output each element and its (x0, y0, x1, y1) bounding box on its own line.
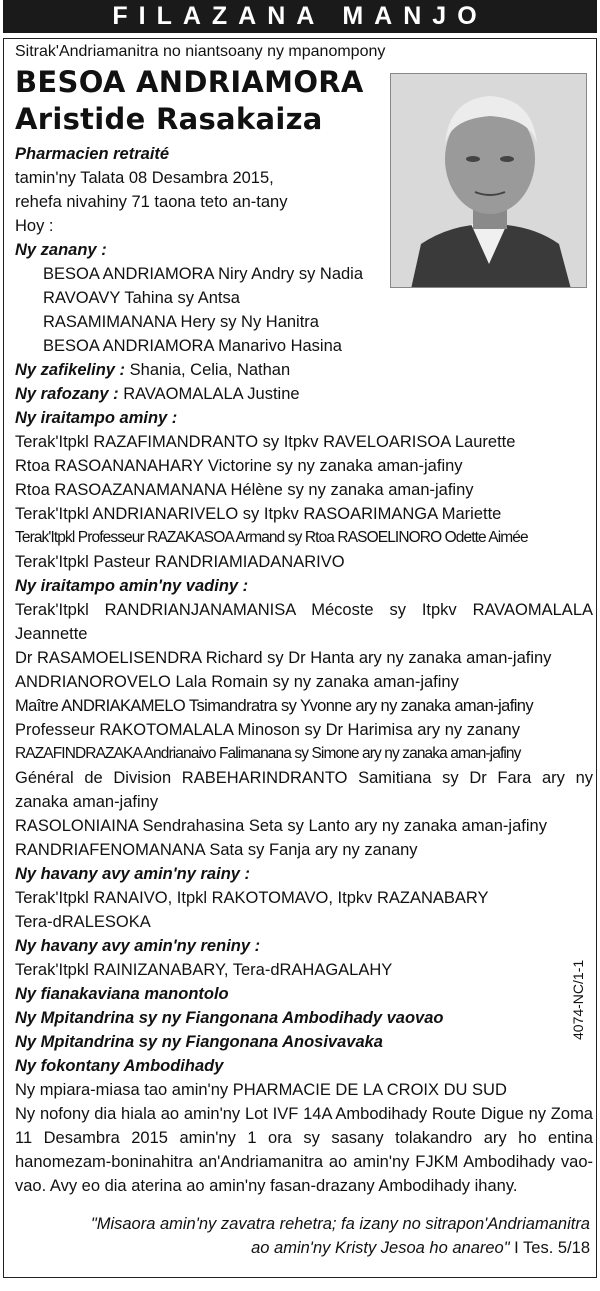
zafikeliny-text: Shania, Celia, Nathan (125, 361, 291, 379)
reference-code: 4074-NC/1-1 (570, 959, 586, 1040)
quote-line-1 (15, 1212, 590, 1236)
quote-text-1: "Misaora amin'ny zavatra rehetra; fa izany no sitrapon'Andriamanitra (90, 1215, 590, 1233)
pharmacy-line: Ny mpiara-miasa tao amin'ny PHARMACIE DE LA CROIX DU SUD (15, 1081, 507, 1099)
list-item: Terak'Itpkl RANAIVO, Itpkl RAKOTOMAVO, Itpkv RAZANABARY (15, 889, 489, 907)
list-item: Rtoa RASOANANAHARY Victorine sy ny zanaka aman-jafiny (15, 457, 463, 475)
list-item: RANDRIAFENOMANANA Sata sy Fanja ary ny zanany (15, 841, 418, 859)
havany-reniny-heading: Ny havany avy amin'ny reniny : (15, 937, 261, 955)
list-item: RAZAFINDRAZAKA Andrianaivo Falimanana sy Simone ary ny zanaka aman-jafiny (15, 745, 521, 762)
rafozany-text: RAVAOMALALA Justine (118, 385, 300, 403)
havany-rainy-heading: Ny havany avy amin'ny rainy : (15, 865, 251, 883)
quote-text-2: ao amin'ny Kristy Jesoa ho anareo" (251, 1239, 510, 1257)
iraitampo-heading: Ny iraitampo aminy : (15, 409, 178, 427)
rafozany-heading: Ny rafozany : (15, 385, 119, 403)
funeral-text: Ny nofony dia hiala ao amin'ny Lot IVF 14A Ambodihady Route Digue ny Zoma 11 Desambra 2015 amin'ny 1 ora sy sasany tolakandro ary ho entina hanomezam-boninahitra an'Andriamanitra ao amin'ny FJKM Ambodihady vao-vao. Avy eo dia aterina ao amin'ny fasan-drazany Ambodihady ihany. (15, 1105, 593, 1195)
list-item: Terak'Itpkl Professeur RAZAKASOA Armand sy Rtoa RASOELINORO Odette Aimée (15, 529, 528, 546)
deceased-surname: BESOA ANDRIAMORA (15, 65, 364, 99)
hoy-label: Hoy : (15, 217, 54, 235)
rafozany-line (15, 382, 593, 406)
list-item: Terak'Itpkl RAINIZANABARY, Tera-dRAHAGALAHY (15, 961, 393, 979)
list-item: BESOA ANDRIAMORA Manarivo Hasina (43, 337, 342, 355)
zanany-heading: Ny zanany : (15, 241, 107, 259)
list-item: Maître ANDRIAKAMELO Tsimandratra sy Yvonne ary ny zanaka aman-jafiny (15, 697, 534, 715)
notice-content (15, 40, 593, 1198)
list-item: ANDRIANOROVELO Lala Romain sy ny zanaka aman-jafiny (15, 673, 459, 691)
age-line: rehefa nivahiny 71 taona teto an-tany (15, 193, 288, 211)
zafikeliny-heading: Ny zafikeliny : (15, 361, 126, 379)
list-item: Terak'Itpkl RAZAFIMANDRANTO sy Itpkv RAVELOARISOA Laurette (15, 433, 516, 451)
list-item: BESOA ANDRIAMORA Niry Andry sy Nadia (43, 265, 364, 283)
death-date-line: tamin'ny Talata 08 Desambra 2015, (15, 169, 274, 187)
quote-line-2 (15, 1236, 590, 1260)
list-item: Rtoa RASOAZANAMANANA Hélène sy ny zanaka aman-jafiny (15, 481, 474, 499)
list-item: Terak'Itpkl RANDRIANJANAMANISA Mécoste sy Itpkv RAVAOMALALA Jeannette (15, 601, 593, 643)
list-item: Général de Division RABEHARINDRANTO Samitiana sy Dr Fara ary ny zanaka aman-jafiny (15, 769, 593, 811)
header-title: FILAZANA MANJO (112, 2, 488, 30)
extra-line: Ny fokontany Ambodihady (15, 1057, 224, 1075)
list-item: Professeur RAKOTOMALALA Minoson sy Dr Harimisa ary ny zanany (15, 721, 520, 739)
list-item: Tera-dRALESOKA (15, 913, 151, 931)
extra-line: Ny Mpitandrina sy ny Fiangonana Ambodihady vaovao (15, 1009, 444, 1027)
extra-line: Ny fianakaviana manontolo (15, 985, 229, 1003)
bible-quote (15, 1212, 590, 1260)
intro-line: Sitrak'Andriamanitra no niantsoany ny mpanompony (15, 43, 386, 60)
header-banner (3, 0, 597, 33)
quote-reference: I Tes. 5/18 (509, 1239, 590, 1257)
deceased-profession: Pharmacien retraité (15, 145, 170, 163)
extra-line: Ny Mpitandrina sy ny Fiangonana Anosivavaka (15, 1033, 383, 1051)
list-item: Dr RASAMOELISENDRA Richard sy Dr Hanta ary ny zanaka aman-jafiny (15, 649, 552, 667)
list-item: RAVOAVY Tahina sy Antsa (43, 289, 240, 307)
list-item: RASAMIMANANA Hery sy Ny Hanitra (43, 313, 319, 331)
zafikeliny-line (15, 358, 593, 382)
list-item: RASOLONIAINA Sendrahasina Seta sy Lanto ary ny zanaka aman-jafiny (15, 817, 547, 835)
iraitampo-vady-heading: Ny iraitampo amin'ny vadiny : (15, 577, 249, 595)
list-item: Terak'Itpkl ANDRIANARIVELO sy Itpkv RASOARIMANGA Mariette (15, 505, 502, 523)
deceased-given-names: Aristide Rasakaiza (15, 102, 323, 136)
list-item: Terak'Itpkl Pasteur RANDRIAMIADANARIVO (15, 553, 345, 571)
